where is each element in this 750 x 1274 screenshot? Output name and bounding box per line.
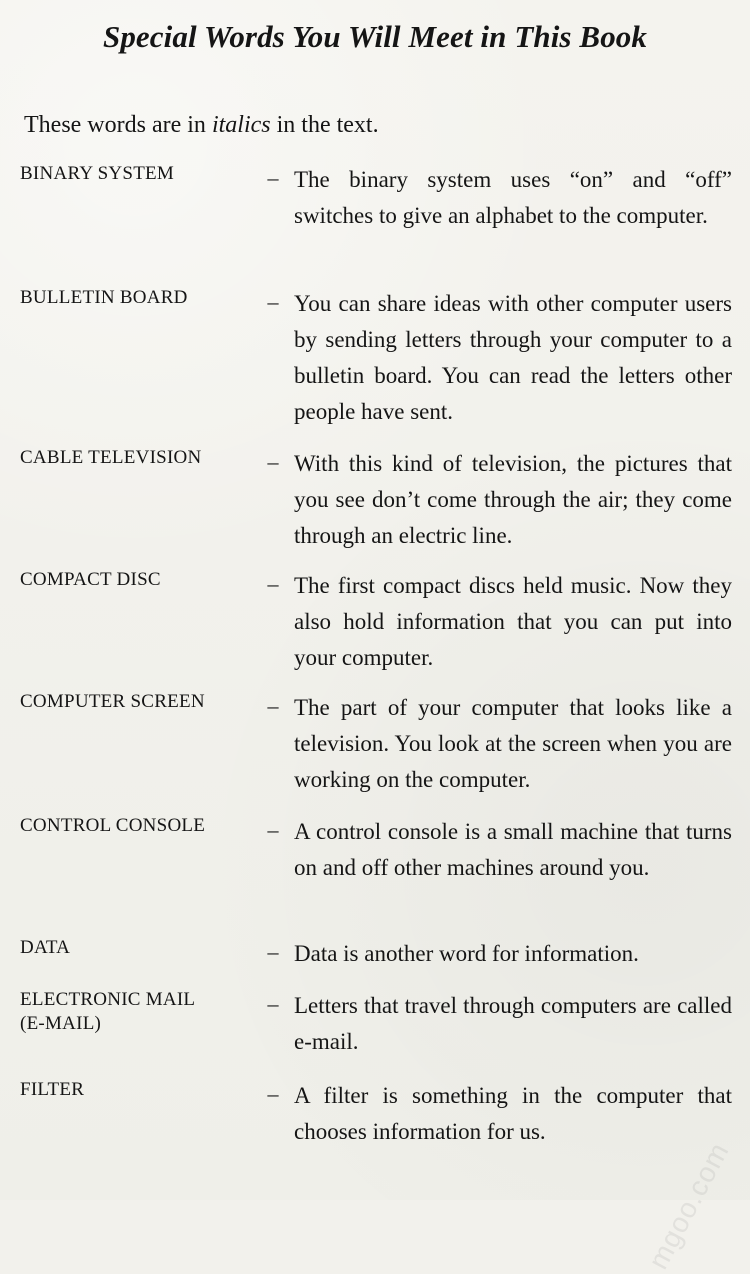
glossary-term: COMPUTER SCREEN bbox=[20, 691, 205, 712]
glossary-term: FILTER bbox=[20, 1079, 85, 1100]
glossary-definition: A filter is something in the computer that chooses information for us. bbox=[294, 1083, 732, 1144]
intro-suffix: in the text. bbox=[270, 112, 379, 138]
glossary-definition: A control console is a small machine that turns on and off other machines around you. bbox=[294, 819, 732, 880]
dash-separator: – bbox=[267, 571, 279, 596]
dash-separator: – bbox=[267, 449, 279, 474]
intro-prefix: These words are in bbox=[24, 112, 212, 138]
glossary-definition: With this kind of television, the pictures that you see don’t come through the air; they come through an electric line. bbox=[294, 451, 732, 548]
dash-separator: – bbox=[267, 991, 279, 1016]
glossary-term: COMPACT DISC bbox=[20, 569, 161, 590]
glossary-definition: Data is another word for information. bbox=[294, 941, 639, 966]
watermark-text: mgoo.com bbox=[642, 1136, 736, 1274]
glossary-definition: The binary system uses “on” and “off” switches to give an alphabet to the computer. bbox=[294, 167, 732, 228]
glossary-term: CONTROL CONSOLE bbox=[20, 815, 206, 836]
dash-separator: – bbox=[267, 289, 279, 314]
glossary-term: BULLETIN BOARD bbox=[20, 287, 188, 308]
glossary-definition: Letters that travel through computers are called e-mail. bbox=[294, 993, 732, 1054]
dash-separator: – bbox=[267, 939, 279, 964]
dash-separator: – bbox=[267, 165, 279, 190]
intro-emphasis: italics bbox=[211, 112, 271, 138]
page-title: Special Words You Will Meet in This Book bbox=[102, 19, 648, 54]
glossary-term: ELECTRONIC MAIL (E-MAIL) bbox=[20, 989, 196, 1034]
glossary-definition: The part of your computer that looks like a television. You look at the screen when you are working on the computer. bbox=[294, 695, 732, 792]
glossary-term: CABLE TELEVISION bbox=[20, 447, 202, 468]
glossary-term: BINARY SYSTEM bbox=[20, 163, 175, 184]
dash-separator: – bbox=[267, 817, 279, 842]
glossary-definition: You can share ideas with other computer users by sending letters through your computer to a bulletin board. You can read the letters other people have sent. bbox=[294, 291, 732, 424]
glossary-term: DATA bbox=[20, 937, 71, 958]
dash-separator: – bbox=[267, 693, 279, 718]
dash-separator: – bbox=[267, 1081, 279, 1106]
glossary-definition: The first compact discs held music. Now they also hold information that you can put into your computer. bbox=[294, 573, 732, 670]
